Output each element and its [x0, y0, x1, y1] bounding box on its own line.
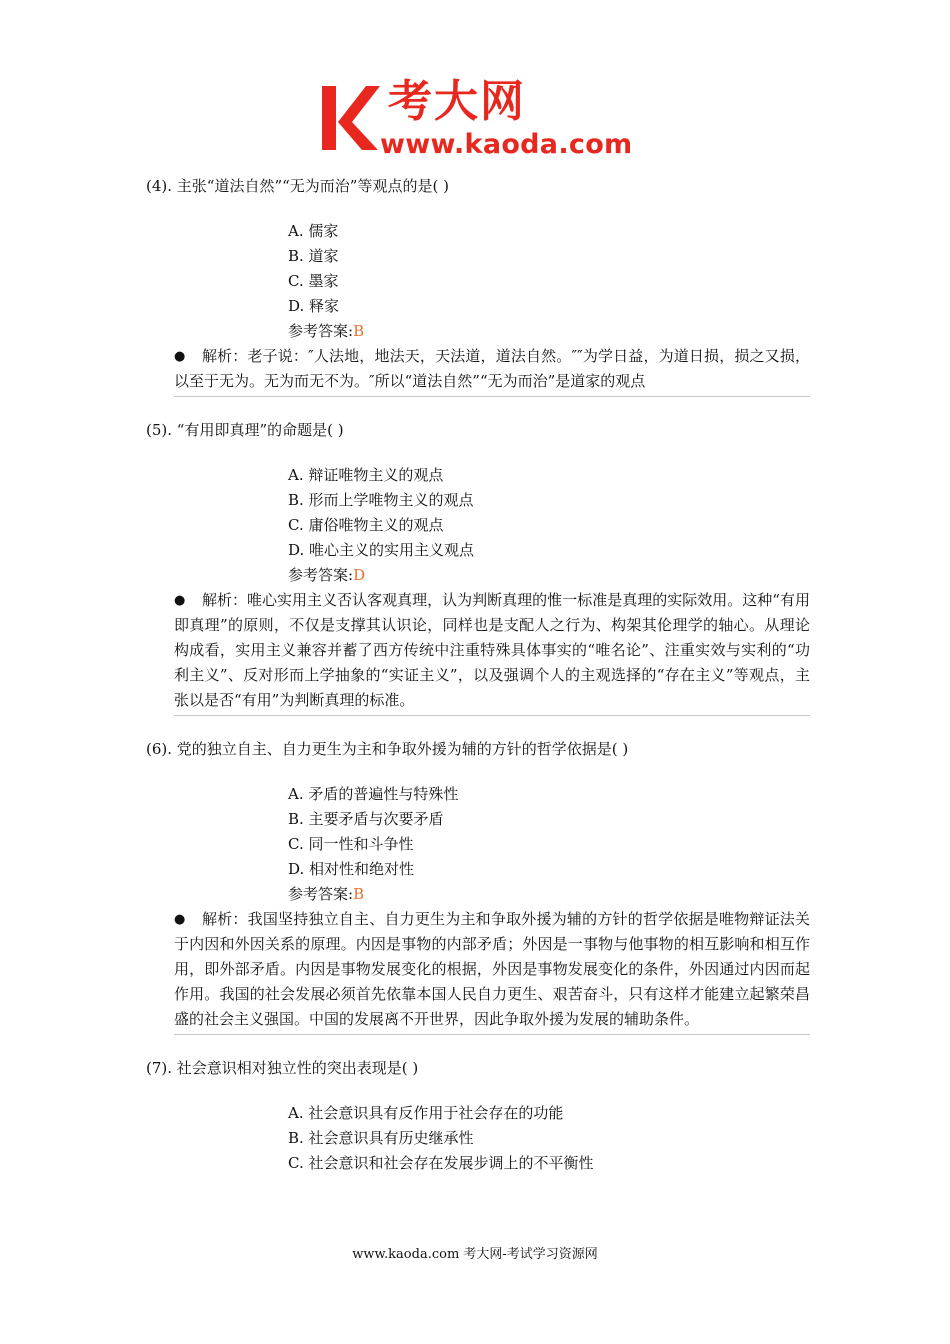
answer-label: 参考答案: — [288, 322, 354, 340]
kaoda-logo — [318, 78, 638, 160]
option-list — [288, 463, 810, 563]
option-b: B. 道家 — [288, 247, 339, 265]
question-6 — [146, 736, 810, 1035]
question-list — [146, 173, 810, 1176]
question-text: 党的独立自主、自力更生为主和争取外援为辅的方针的哲学依据是( ) — [176, 740, 629, 758]
reference-answer — [288, 563, 810, 588]
question-number: (6). — [146, 740, 173, 758]
question-text: 主张“道法自然”“无为而治”等观点的是( ) — [176, 177, 449, 195]
option-b: B. 主要矛盾与次要矛盾 — [288, 810, 444, 828]
answer-label: 参考答案: — [288, 885, 354, 903]
option-a: A. 辩证唯物主义的观点 — [288, 466, 444, 484]
analysis — [174, 907, 810, 1035]
option-c: C. 社会意识和社会存在发展步调上的不平衡性 — [288, 1154, 594, 1172]
answer-label: 参考答案: — [288, 566, 354, 584]
option-a: A. 社会意识具有反作用于社会存在的功能 — [288, 1104, 564, 1122]
option-d: D. 唯心主义的实用主义观点 — [288, 541, 475, 559]
question-title — [146, 736, 810, 762]
option-list — [288, 219, 810, 319]
logo-chinese-text: 考大网 — [388, 76, 526, 127]
option-c: C. 墨家 — [288, 272, 339, 290]
option-b: B. 形而上学唯物主义的观点 — [288, 491, 474, 509]
answer-value: B — [353, 885, 365, 903]
option-list — [288, 782, 810, 882]
answer-value: D — [353, 566, 366, 584]
option-c: C. 同一性和斗争性 — [288, 835, 414, 853]
option-list — [288, 1101, 810, 1176]
question-number: (4). — [146, 177, 173, 195]
option-b: B. 社会意识具有历史继承性 — [288, 1129, 474, 1147]
bullet-icon: ● — [174, 912, 186, 927]
logo-k-icon — [318, 82, 382, 154]
question-7 — [146, 1055, 810, 1176]
analysis — [174, 588, 810, 716]
option-d: D. 释家 — [288, 297, 340, 315]
question-5 — [146, 417, 810, 716]
question-number: (7). — [146, 1059, 173, 1077]
option-d: D. 相对性和绝对性 — [288, 860, 415, 878]
question-title — [146, 417, 810, 443]
option-c: C. 庸俗唯物主义的观点 — [288, 516, 444, 534]
option-a: A. 矛盾的普遍性与特殊性 — [288, 785, 459, 803]
question-title — [146, 1055, 810, 1081]
question-text: “有用即真理”的命题是( ) — [176, 421, 344, 439]
logo-url-text: www.kaoda.com — [380, 129, 633, 160]
reference-answer — [288, 319, 810, 344]
bullet-icon: ● — [174, 349, 186, 364]
reference-answer — [288, 882, 810, 907]
analysis-text: 解析：老子说：″人法地，地法天，天法道，道法自然。″″为学日益，为道日损，损之又损，以至于无为。无为而无不为。″所以“道法自然”“无为而治”是道家的观点 — [174, 347, 810, 390]
page-footer: www.kaoda.com 考大网-考试学习资源网 — [352, 1247, 598, 1262]
question-number: (5). — [146, 421, 173, 439]
option-a: A. 儒家 — [288, 222, 339, 240]
analysis-text: 解析：唯心实用主义否认客观真理，认为判断真理的惟一标准是真理的实际效用。这种“有用即真理”的原则，不仅是支撑其认识论，同样也是支配人之行为、构架其伦理学的轴心。从理论构成看，实用主义兼容并蓄了西方传统中注重特殊具体事实的“唯名论”、注重实效与实利的“功利主义”、反对形而上学抽象的“实证主义”，以及强调个人的主观选择的“存在主义”等观点，主张以是否“有用”为判断真理的标准。 — [174, 591, 810, 709]
analysis — [174, 344, 810, 397]
question-4 — [146, 173, 810, 397]
question-text: 社会意识相对独立性的突出表现是( ) — [176, 1059, 419, 1077]
question-title — [146, 173, 810, 199]
bullet-icon: ● — [174, 593, 186, 608]
answer-value: B — [353, 322, 365, 340]
analysis-text: 解析：我国坚持独立自主、自力更生为主和争取外援为辅的方针的哲学依据是唯物辩证法关于内因和外因关系的原理。内因是事物的内部矛盾；外因是一事物与他事物的相互影响和相互作用，即外部矛盾。内因是事物发展变化的根据，外因是事物发展变化的条件，外因通过内因而起作用。我国的社会发展必须首先依靠本国人民自力更生、艰苦奋斗，只有这样才能建立起繁荣昌盛的社会主义强国。中国的发展离不开世界，因此争取外援为发展的辅助条件。 — [174, 910, 810, 1028]
